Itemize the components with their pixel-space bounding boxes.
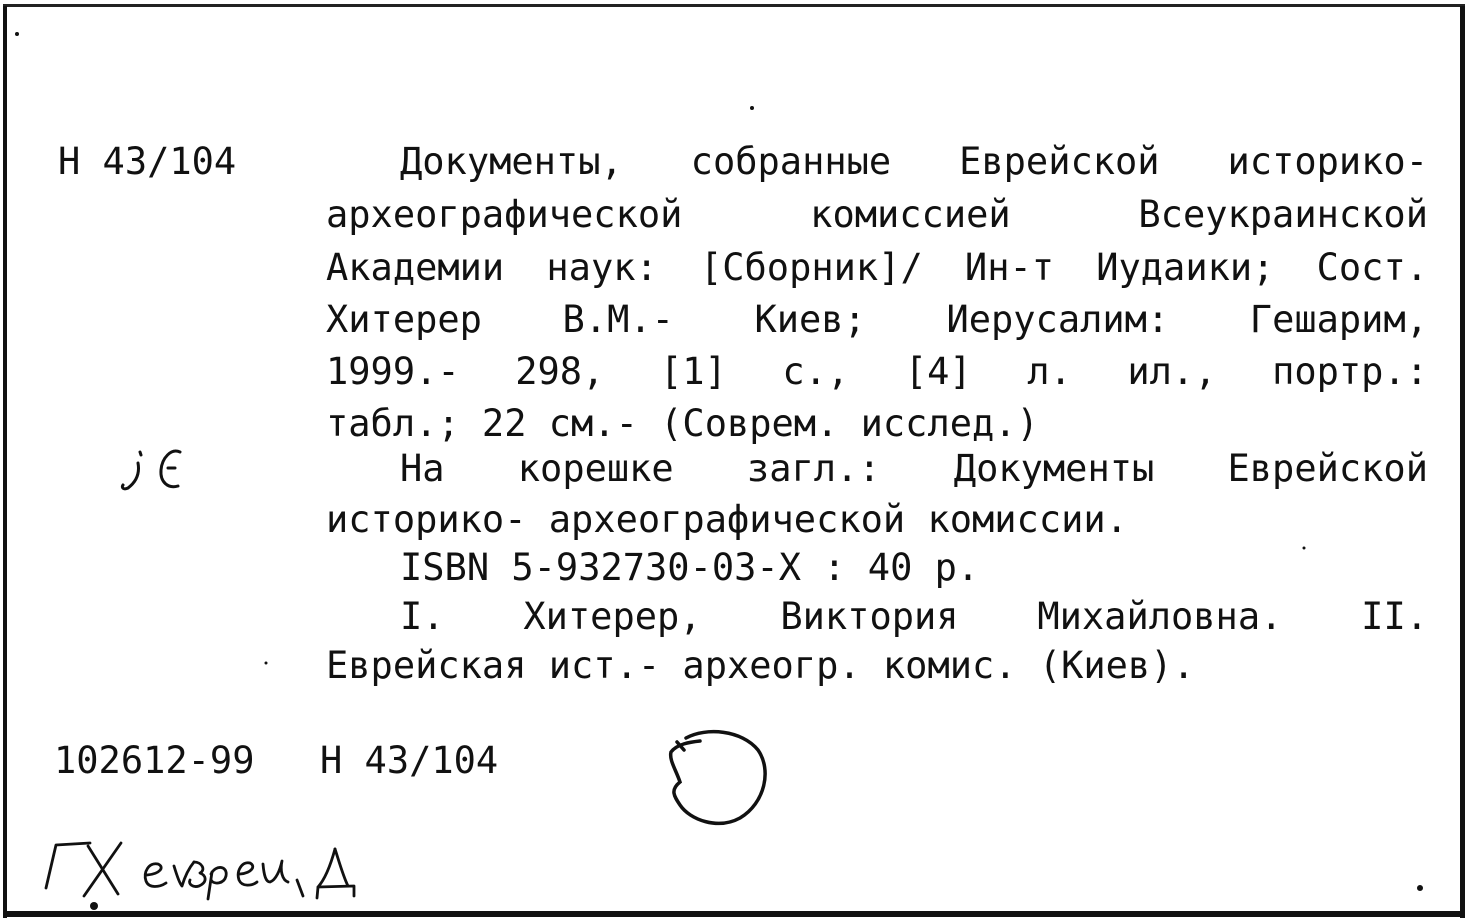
library-stamp-circle (671, 732, 765, 824)
note-line-1: На корешке загл.: Документы Еврейской (400, 447, 1428, 490)
shelfmark: Н 43/104 (58, 140, 237, 183)
description-line-3: Академии наук: [Сборник]/ Ин-т Иудаики; Сост. (326, 246, 1428, 289)
description-line-1: Документы, собранные Еврейской историко- (400, 140, 1428, 183)
description-line-6: табл.; 22 см.- (Соврем. исслед.) (326, 402, 1039, 445)
handwritten-side-mark (122, 451, 180, 489)
description-line-4: Хитерер В.М.- Киев; Иерусалим: Гешарим, (326, 298, 1428, 341)
scan-specks (15, 32, 1423, 910)
description-line-5: 1999.- 298, [1] с., [4] л. ил., портр.: (326, 350, 1428, 393)
handwritten-bottom-note (46, 843, 354, 899)
accession-number: 102612-99 (54, 739, 255, 782)
added-entries-line-1: I. Хитерер, Виктория Михайловна. II. (400, 595, 1428, 638)
description-line-2: археографической комиссией Всеукраинской (326, 193, 1428, 236)
isbn-line: ISBN 5-932730-03-X : 40 р. (400, 546, 980, 589)
shelfmark-bottom: Н 43/104 (320, 739, 499, 782)
added-entries-line-2: Еврейская ист.- археогр. комис. (Киев). (326, 644, 1195, 687)
note-line-2: историко- археографической комиссии. (326, 498, 1128, 541)
